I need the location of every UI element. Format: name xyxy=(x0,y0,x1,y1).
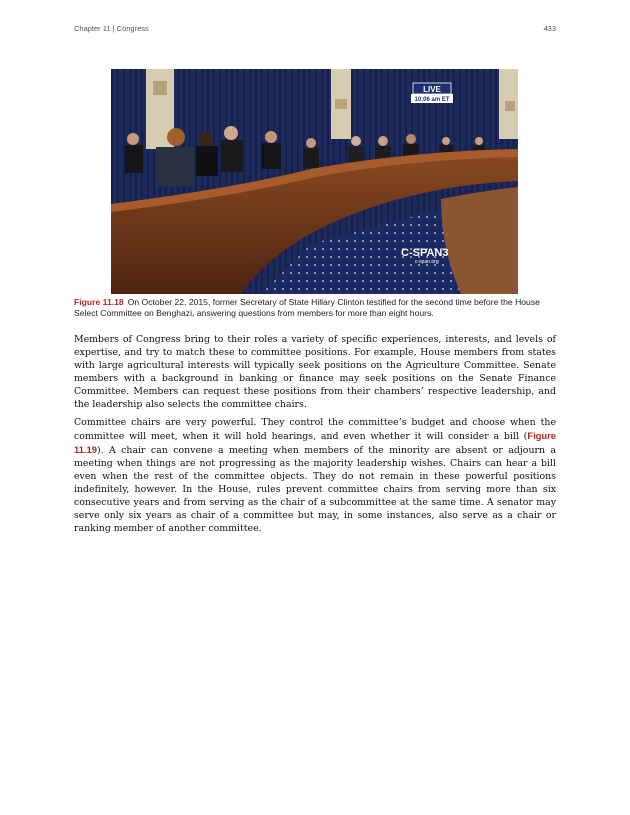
body-text xyxy=(74,334,556,542)
figure-11-19-link[interactable]: Figure 11.19 xyxy=(74,430,556,456)
figure-label: Figure 11.18 xyxy=(74,297,124,307)
network-url: c-span.org xyxy=(415,259,439,265)
live-badge xyxy=(411,83,453,103)
figure-caption xyxy=(74,297,558,319)
page-number: 433 xyxy=(543,24,556,33)
figure-caption-text: On October 22, 2015, former Secretary of State Hillary Clinton testified for the second time before the House Select Committee on Benghazi, answering questions from members for more than eight hours. xyxy=(74,297,540,318)
page-header xyxy=(74,24,556,33)
network-logo: C-SPAN3 xyxy=(401,247,449,259)
paragraph-text: Committee chairs are very powerful. They control the committee’s budget and choose when the committee will meet, when it will hold hearings, and even whether it will consider a bill ( xyxy=(74,417,556,443)
chapter-title: Chapter 11 | Congress xyxy=(74,24,149,33)
broadcast-time: 10:06 am ET xyxy=(414,97,450,103)
live-label: LIVE xyxy=(423,85,441,94)
paragraph-text: ). A chair can convene a meeting when members of the minority are absent or adjourn a meeting when things are not progressing as the majority leadership wishes. Chairs can hear a bill even when the rest of the committee objects. They do not remain in these powerful positions indefinitely, however. In the House, rules prevent committee chairs from serving more than six consecutive years and from serving as the chair of a subcommittee at the same time. A senator may serve only six years as chair of a committee but may, in some instances, also serve as a chair or ranking member of another committee. xyxy=(74,445,556,534)
paragraph: Members of Congress bring to their roles a variety of specific experiences, interests, and levels of expertise, and try to match these to committee positions. For example, House members from states with large agricultural interests will typically seek positions on the Agriculture Committee. Senate members with a background in banking or finance may seek positions on the Senate Finance Committee. Members can request these positions from their chambers’ respective leadership, and the leadership also selects the committee chairs. xyxy=(74,334,556,410)
hearing-photo xyxy=(111,69,518,294)
hearing-scene xyxy=(111,69,518,294)
paragraph xyxy=(74,417,556,535)
